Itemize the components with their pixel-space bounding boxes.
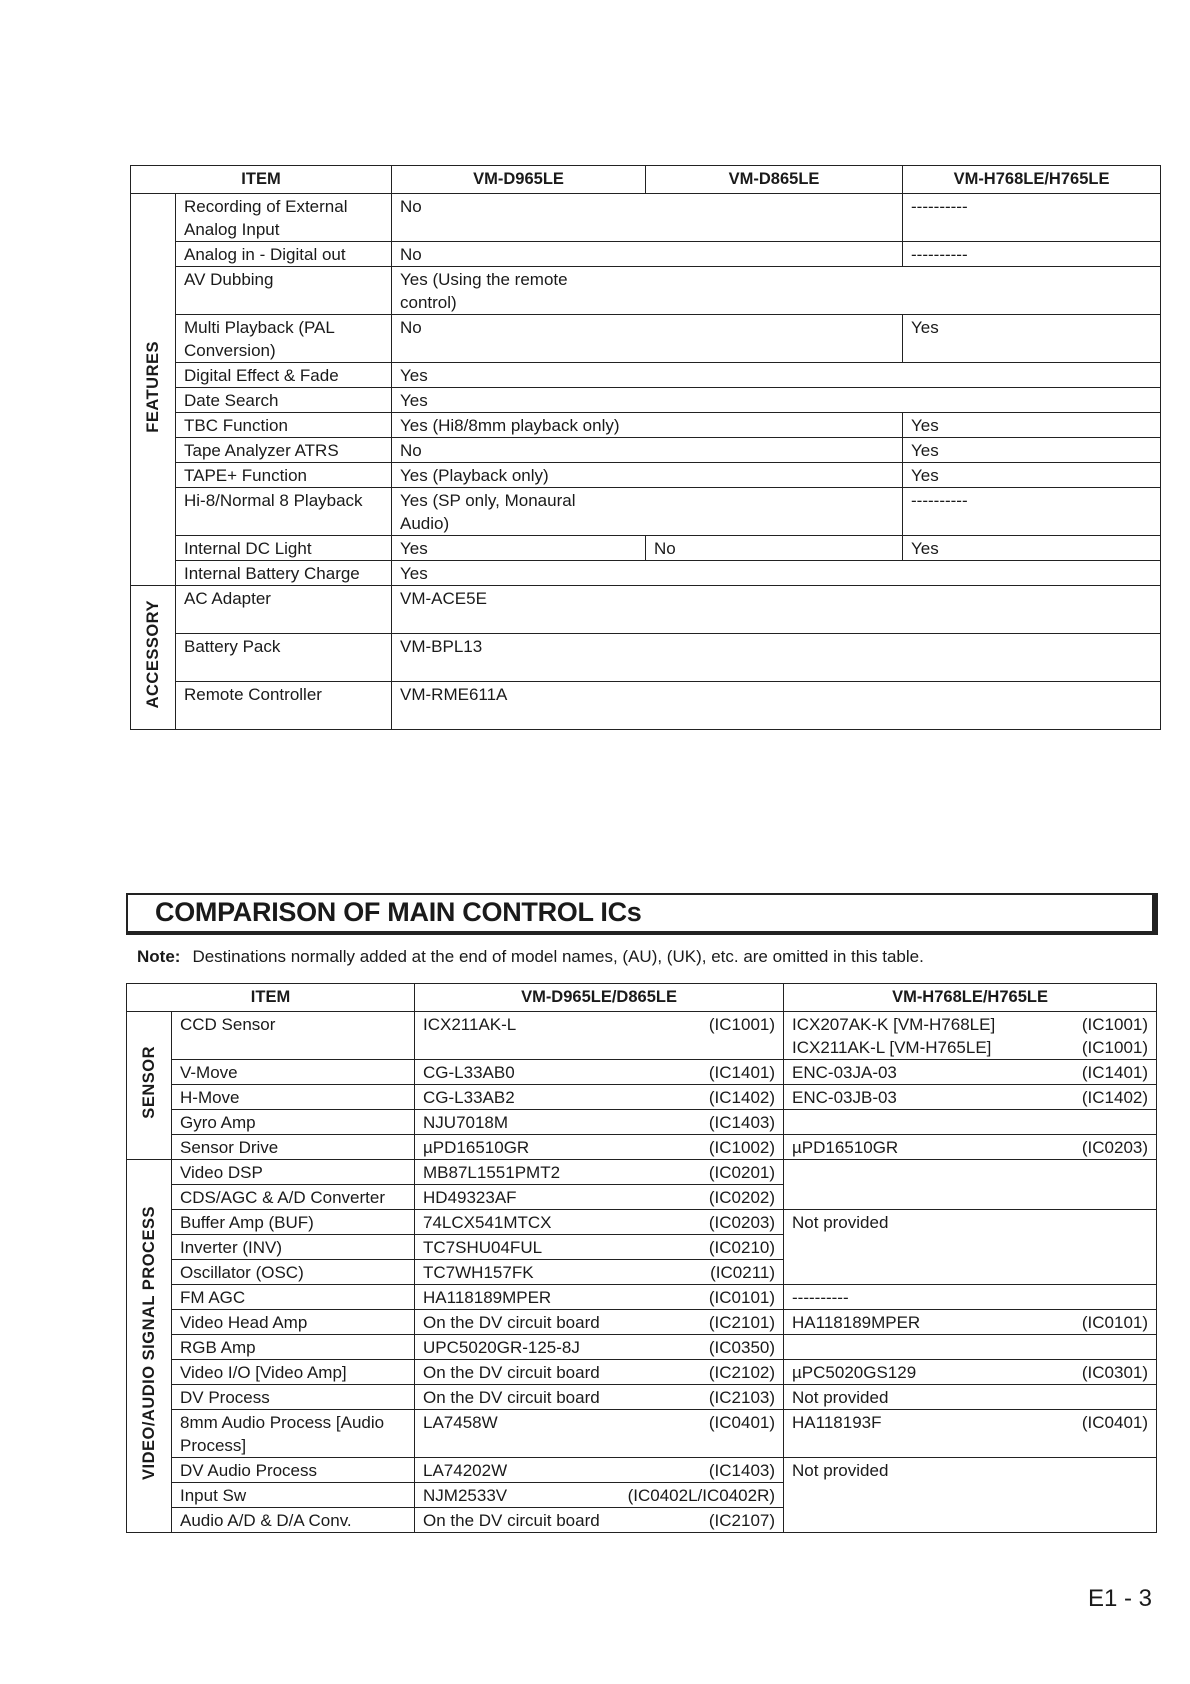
table-row [127,1135,1157,1160]
table-row [127,1210,1157,1235]
table-row [127,1335,1157,1360]
value-cell [415,1310,784,1335]
ic-ref: (IC1402) [1081,1088,1149,1107]
item-cell: Input Sw [172,1483,415,1508]
item-cell: Inverter (INV) [172,1235,415,1260]
part-number: NJM2533V [423,1486,508,1505]
value-cell: No [392,315,903,363]
ic-ref: (IC1402) [708,1088,776,1107]
value-cell [784,1135,1157,1160]
table-row [127,1458,1157,1483]
header-item: ITEM [127,984,415,1012]
table-row [131,682,1161,730]
table-row [131,413,1161,438]
item-cell: Sensor Drive [172,1135,415,1160]
table-header-row [127,984,1157,1012]
value-cell [415,1508,784,1533]
value-cell: Yes [392,363,1161,388]
part-number: HA118193F [792,1413,882,1432]
table-row [131,242,1161,267]
value-cell [415,1410,784,1458]
value-cell [415,1360,784,1385]
value-cell: No [392,242,903,267]
ic-ref: (IC2103) [708,1388,776,1407]
value-cell [784,1310,1157,1335]
header-vm-h768le-h765le: VM-H768LE/H765LE [784,984,1157,1012]
part-number: On the DV circuit board [423,1511,600,1530]
part-number: ICX211AK-L [VM-H765LE] [792,1038,992,1057]
value-cell: Yes [392,536,646,561]
value-cell [784,1360,1157,1385]
section-title-box [126,893,1158,935]
table-row [131,488,1161,536]
item-cell: Analog in - Digital out [176,242,392,267]
part-number: LA7458W [423,1413,498,1432]
ic-ref: (IC1001) [1081,1015,1149,1034]
value-cell-empty [784,1335,1157,1360]
part-number: ICX207AK-K [VM-H768LE] [792,1015,996,1034]
table-row [127,1385,1157,1410]
ic-ref: (IC1403) [708,1113,776,1132]
value-cell: Yes [392,561,1161,586]
table-row [131,363,1161,388]
table-row [131,634,1161,682]
value-line [792,1013,1148,1036]
value-cell: Yes [903,536,1161,561]
value-cell: Yes [903,463,1161,488]
ic-ref: (IC0203) [1081,1138,1149,1157]
ic-ref: (IC2107) [708,1511,776,1530]
header-vm-h768le: VM-H768LE/H765LE [903,166,1161,194]
part-number: HD49323AF [423,1188,517,1207]
table-row [127,1360,1157,1385]
part-number: TC7WH157FK [423,1263,534,1282]
item-cell: Remote Controller [176,682,392,730]
value-cell: Yes [392,388,1161,413]
value-cell: VM-RME611A [392,682,1161,730]
table-row [127,1085,1157,1110]
value-text: Yes (Using the remote control) [400,270,568,312]
item-cell: DV Audio Process [172,1458,415,1483]
value-cell: Not provided [784,1385,1157,1410]
item-cell: Internal DC Light [176,536,392,561]
value-cell [415,1160,784,1185]
item-cell: Digital Effect & Fade [176,363,392,388]
ic-ref: (IC1403) [708,1461,776,1480]
value-cell [784,1085,1157,1110]
table-row [127,1285,1157,1310]
item-cell: AV Dubbing [176,267,392,315]
part-number: MB87L1551PMT2 [423,1163,561,1182]
value-cell [415,1483,784,1508]
table-row [127,1310,1157,1335]
value-cell [784,1060,1157,1085]
ic-ref: (IC0101) [708,1288,776,1307]
table-row [127,1160,1157,1185]
note [137,947,924,967]
item-cell: Video I/O [Video Amp] [172,1360,415,1385]
value-cell [415,1060,784,1085]
item-cell: Video DSP [172,1160,415,1185]
value-cell [392,267,1161,315]
group-label-video-audio: VIDEO/AUDIO SIGNAL PROCESS [127,1160,172,1533]
part-number: On the DV circuit board [423,1363,600,1382]
table-row [131,194,1161,242]
item-cell: Battery Pack [176,634,392,682]
part-number: µPD16510GR [423,1138,530,1157]
value-cell [415,1135,784,1160]
group-label-sensor: SENSOR [127,1012,172,1160]
value-cell: Yes [903,413,1161,438]
page-number: E1 - 3 [1088,1585,1153,1612]
table-row [127,1410,1157,1458]
value-cell [784,1410,1157,1458]
table-row [131,536,1161,561]
ic-ref: (IC2102) [708,1363,776,1382]
value-cell [415,1085,784,1110]
ic-ref: (IC0402L/IC0402R) [627,1486,776,1505]
table-row [131,438,1161,463]
value-cell [415,1012,784,1060]
part-number: UPC5020GR-125-8J [423,1338,580,1357]
item-cell: H-Move [172,1085,415,1110]
value-cell: ---------- [903,488,1161,536]
part-number: CG-L33AB2 [423,1088,515,1107]
part-number: 74LCX541MTCX [423,1213,552,1232]
item-cell: Tape Analyzer ATRS [176,438,392,463]
part-number: ENC-03JB-03 [792,1088,897,1107]
table-row [131,267,1161,315]
value-cell: No [392,438,903,463]
ic-ref: (IC0401) [708,1413,776,1432]
item-cell: CCD Sensor [172,1012,415,1060]
value-text: Yes (SP only, Monaural Audio) [400,491,576,533]
header-vm-d965le-d865le: VM-D965LE/D865LE [415,984,784,1012]
table-row [131,463,1161,488]
part-number: µPD16510GR [792,1138,899,1157]
value-cell: No [392,194,903,242]
ic-ref: (IC0201) [708,1163,776,1182]
value-cell: No [646,536,903,561]
ic-ref: (IC0101) [1081,1313,1149,1332]
table-row [131,561,1161,586]
note-label: Note: [137,947,181,966]
item-cell: CDS/AGC & A/D Converter [172,1185,415,1210]
part-number: ICX211AK-L [423,1015,517,1034]
value-cell: Yes [903,438,1161,463]
item-cell: Video Head Amp [172,1310,415,1335]
header-vm-d965le: VM-D965LE [392,166,646,194]
ic-ref: (IC0350) [708,1338,776,1357]
value-cell: Yes (Hi8/8mm playback only) [392,413,903,438]
section-title: COMPARISON OF MAIN CONTROL ICs [155,897,642,927]
item-cell: Multi Playback (PAL Conversion) [176,315,392,363]
item-cell: TAPE+ Function [176,463,392,488]
ic-ref: (IC1401) [708,1063,776,1082]
ic-ref: (IC0301) [1081,1363,1149,1382]
header-vm-d865le: VM-D865LE [646,166,903,194]
value-cell [415,1458,784,1483]
table-row [131,586,1161,634]
value-line [792,1036,1148,1059]
value-cell: ---------- [784,1285,1157,1310]
value-cell: Yes [903,315,1161,363]
item-cell: Date Search [176,388,392,413]
table-row [131,388,1161,413]
ic-ref: (IC0401) [1081,1413,1149,1432]
part-number: HA118189MPER [792,1313,921,1332]
group-label-accessory: ACCESSORY [131,586,176,730]
item-cell: RGB Amp [172,1335,415,1360]
ic-ref: (IC0211) [710,1263,776,1282]
value-cell [392,488,903,536]
value-cell [415,1335,784,1360]
part-number: LA74202W [423,1461,508,1480]
value-cell [415,1260,784,1285]
item-cell: Internal Battery Charge [176,561,392,586]
item-cell: TBC Function [176,413,392,438]
ic-ref: (IC2101) [708,1313,776,1332]
ic-ref: (IC0202) [708,1188,776,1207]
item-cell: FM AGC [172,1285,415,1310]
part-number: On the DV circuit board [423,1313,600,1332]
value-cell [415,1210,784,1235]
part-number: On the DV circuit board [423,1388,600,1407]
value-cell-empty [784,1160,1157,1210]
item-cell: Oscillator (OSC) [172,1260,415,1285]
value-cell: ---------- [903,194,1161,242]
value-cell: ---------- [903,242,1161,267]
table-row [127,1012,1157,1060]
part-number: TC7SHU04FUL [423,1238,543,1257]
ic-ref: (IC0203) [708,1213,776,1232]
item-cell: Hi-8/Normal 8 Playback [176,488,392,536]
part-number: µPC5020GS129 [792,1363,917,1382]
note-text: Destinations normally added at the end of model names, (AU), (UK), etc. are omitted in this table. [192,947,924,966]
value-cell [415,1185,784,1210]
value-cell [415,1235,784,1260]
value-cell: VM-ACE5E [392,586,1161,634]
part-number: ENC-03JA-03 [792,1063,897,1082]
value-cell [415,1110,784,1135]
item-cell: 8mm Audio Process [Audio Process] [172,1410,415,1458]
ic-ref: (IC1401) [1081,1063,1149,1082]
features-comparison-table [130,165,1161,730]
item-cell: Buffer Amp (BUF) [172,1210,415,1235]
table-row [127,1060,1157,1085]
value-cell: Yes (Playback only) [392,463,903,488]
item-cell: V-Move [172,1060,415,1085]
value-cell [415,1285,784,1310]
value-cell-empty [784,1110,1157,1135]
value-cell: VM-BPL13 [392,634,1161,682]
item-cell: DV Process [172,1385,415,1410]
part-number: CG-L33AB0 [423,1063,515,1082]
ic-ref: (IC1001) [708,1015,776,1034]
part-number: HA118189MPER [423,1288,552,1307]
ic-ref: (IC1001) [1081,1038,1149,1057]
table-header-row [131,166,1161,194]
part-number: NJU7018M [423,1113,509,1132]
item-cell: Gyro Amp [172,1110,415,1135]
table-row [127,1110,1157,1135]
value-cell: Not provided [784,1210,1157,1285]
table-row [131,315,1161,363]
header-item: ITEM [131,166,392,194]
item-cell: AC Adapter [176,586,392,634]
value-cell [784,1012,1157,1060]
ic-ref: (IC1002) [708,1138,776,1157]
item-cell: Audio A/D & D/A Conv. [172,1508,415,1533]
ic-ref: (IC0210) [708,1238,776,1257]
group-label-features: FEATURES [131,194,176,586]
value-cell [415,1385,784,1410]
item-cell: Recording of External Analog Input [176,194,392,242]
value-cell: Not provided [784,1458,1157,1533]
ic-comparison-table [126,983,1157,1533]
